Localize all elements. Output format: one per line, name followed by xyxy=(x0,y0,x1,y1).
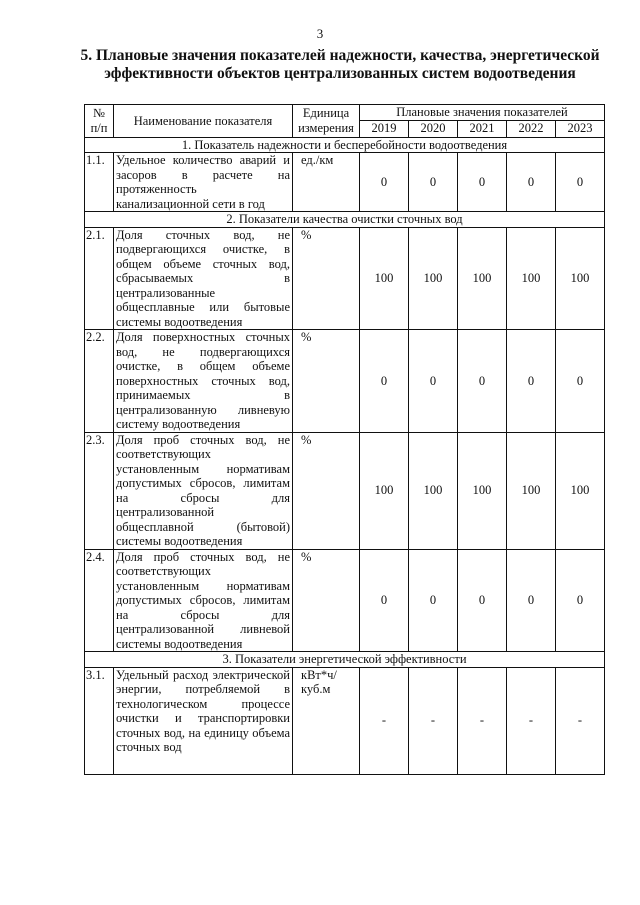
section-title: 5. Плановые значения показателей надежности, качества, энергетической эффективности объектов централизованных систем водоотведения xyxy=(80,47,600,82)
planned-value: 0 xyxy=(360,153,409,212)
planned-value: 0 xyxy=(360,330,409,433)
indicators-table xyxy=(84,104,605,775)
planned-value: - xyxy=(409,667,458,774)
indicator-name: Доля сточных вод, не подвергающихся очистке, в общем объеме сточных вод, сбрасываемых в централизованные общесплавные или бытовые системы водоотведения xyxy=(114,227,293,330)
section-heading: 2. Показатели качества очистки сточных вод xyxy=(85,212,605,228)
planned-value: 0 xyxy=(556,153,605,212)
table-row xyxy=(85,227,605,330)
planned-value: 0 xyxy=(458,549,507,652)
planned-value: 0 xyxy=(507,330,556,433)
row-number: 2.2. xyxy=(85,330,114,433)
indicator-name: Доля проб сточных вод, не соответствующих установленным нормативам допустимых сбросов, лимитам на сбросы для централизованной общесплавной (бытовой) системы водоотведения xyxy=(114,432,293,549)
indicator-name: Удельное количество аварий и засоров в расчете на протяженность канализационной сети в год xyxy=(114,153,293,212)
planned-value: 0 xyxy=(409,153,458,212)
planned-value: 0 xyxy=(458,330,507,433)
row-number: 1.1. xyxy=(85,153,114,212)
planned-value: 100 xyxy=(507,227,556,330)
planned-value: 100 xyxy=(458,432,507,549)
indicator-name: Доля поверхностных сточных вод, не подвергающихся очистке, в общем объеме поверхностных сточных вод, принимаемых в централизованную ливневую систему водоотведения xyxy=(114,330,293,433)
row-number: 2.4. xyxy=(85,549,114,652)
header-unit: Единица измерения xyxy=(293,105,360,138)
section-row xyxy=(85,652,605,668)
planned-value: 0 xyxy=(409,549,458,652)
unit-of-measure: % xyxy=(293,227,360,330)
header-year: 2022 xyxy=(507,120,556,137)
planned-value: 0 xyxy=(409,330,458,433)
planned-value: 100 xyxy=(360,432,409,549)
unit-of-measure: ед./км xyxy=(293,153,360,212)
row-number: 3.1. xyxy=(85,667,114,774)
header-year: 2020 xyxy=(409,120,458,137)
planned-value: 0 xyxy=(556,549,605,652)
planned-value: 0 xyxy=(556,330,605,433)
unit-of-measure: % xyxy=(293,549,360,652)
planned-value: 100 xyxy=(556,432,605,549)
planned-value: - xyxy=(556,667,605,774)
indicator-name: Доля проб сточных вод, не соответствующих установленным нормативам допустимых сбросов, лимитам на сбросы для централизованной ливневой системы водоотведения xyxy=(114,549,293,652)
planned-value: 0 xyxy=(507,549,556,652)
table-row xyxy=(85,549,605,652)
planned-value: 0 xyxy=(458,153,507,212)
indicator-name: Удельный расход электрической энергии, потребляемой в технологическом процессе очистки и транспортировки сточных вод, на единицу объема сточных вод xyxy=(114,667,293,774)
header-year: 2019 xyxy=(360,120,409,137)
header-planned: Плановые значения показателей xyxy=(360,105,605,121)
table-row xyxy=(85,667,605,774)
section-heading: 1. Показатель надежности и бесперебойности водоотведения xyxy=(85,137,605,153)
planned-value: 100 xyxy=(458,227,507,330)
unit-of-measure: % xyxy=(293,432,360,549)
planned-value: 0 xyxy=(360,549,409,652)
table-row xyxy=(85,153,605,212)
page-number: 3 xyxy=(316,26,324,41)
unit-of-measure: % xyxy=(293,330,360,433)
planned-value: - xyxy=(507,667,556,774)
planned-value: - xyxy=(458,667,507,774)
header-year: 2021 xyxy=(458,120,507,137)
planned-value: 100 xyxy=(507,432,556,549)
section-heading: 3. Показатели энергетической эффективности xyxy=(85,652,605,668)
planned-value: 100 xyxy=(360,227,409,330)
header-num: № п/п xyxy=(85,105,114,138)
unit-of-measure: кВт*ч/ куб.м xyxy=(293,667,360,774)
row-number: 2.3. xyxy=(85,432,114,549)
planned-value: 100 xyxy=(409,227,458,330)
table-row xyxy=(85,432,605,549)
planned-value: 100 xyxy=(409,432,458,549)
row-number: 2.1. xyxy=(85,227,114,330)
section-row xyxy=(85,137,605,153)
planned-value: 0 xyxy=(507,153,556,212)
table-row xyxy=(85,330,605,433)
planned-value: - xyxy=(360,667,409,774)
header-year: 2023 xyxy=(556,120,605,137)
section-row xyxy=(85,212,605,228)
planned-value: 100 xyxy=(556,227,605,330)
header-name: Наименование показателя xyxy=(114,105,293,138)
